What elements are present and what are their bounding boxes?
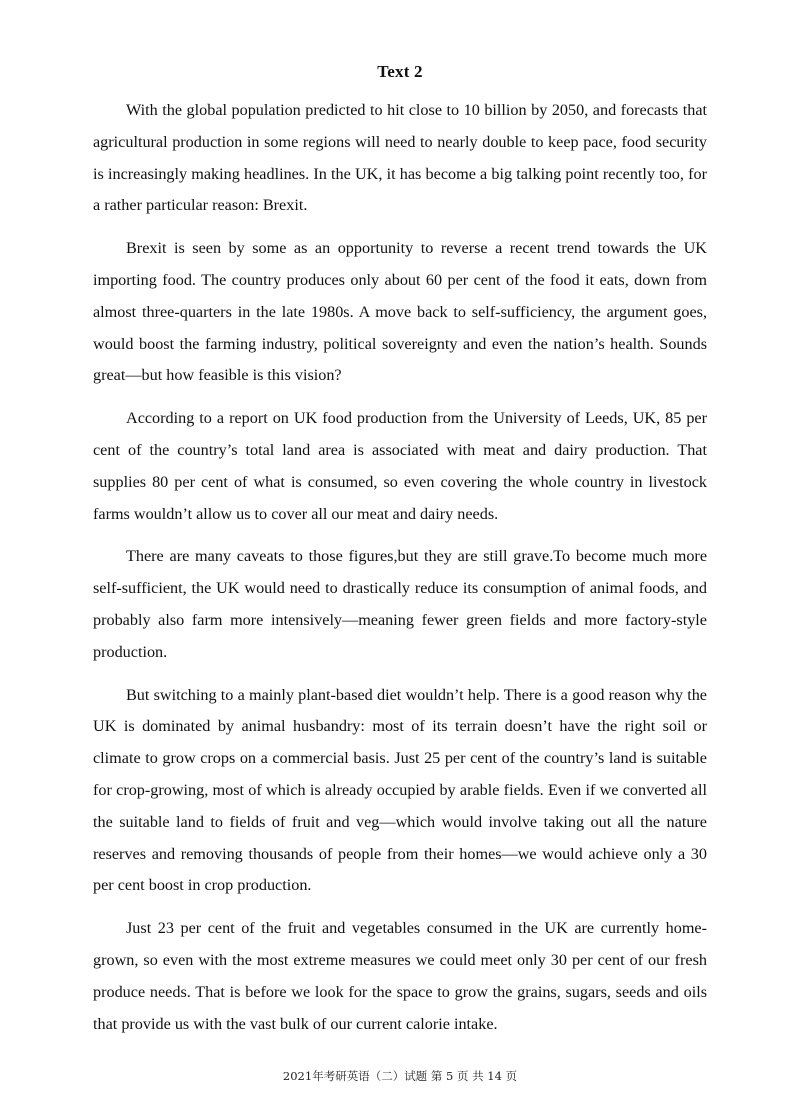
- paragraph-6: Just 23 per cent of the fruit and vegetables consumed in the UK are currently home-grown, so even with the most extreme measures we could meet only 30 per cent of our fresh produce needs. That is before we look for the space to grow the grains, sugars, seeds and oils that provide us with the vast bulk of our current calorie intake.: [93, 919, 707, 1033]
- paragraph-3: According to a report on UK food production from the University of Leeds, UK, 85 per cent of the country’s total land area is associated with meat and dairy production. That supplies 80 per cent of what is consumed, so even covering the whole country in livestock farms wouldn’t allow us to cover all our meat and dairy needs.: [93, 409, 707, 523]
- passage-body: [93, 95, 707, 1051]
- paragraph-1: With the global population predicted to hit close to 10 billion by 2050, and forecasts that agricultural production in some regions will need to nearly double to keep pace, food security is increasingly making headlines. In the UK, it has become a big talking point recently too, for a rather particular reason: Brexit.: [93, 101, 707, 215]
- page-footer: 2021年考研英语（二）试题 第 5 页 共 14 页: [282, 1069, 518, 1083]
- paragraph-5: But switching to a mainly plant-based diet wouldn’t help. There is a good reason why the UK is dominated by animal husbandry: most of its terrain doesn’t have the right soil or climate to grow crops on a commercial basis. Just 25 per cent of the country’s land is suitable for crop-growing, most of which is already occupied by arable fields. Even if we converted all the suitable land to fields of fruit and veg—which would involve taking out all the nature reserves and removing thousands of people from their homes—we would achieve only a 30 per cent boost in crop production.: [93, 685, 707, 895]
- paragraph-2: Brexit is seen by some as an opportunity to reverse a recent trend towards the UK importing food. The country produces only about 60 per cent of the food it eats, down from almost three-quarters in the late 1980s. A move back to self-sufficiency, the argument goes, would boost the farming industry, political sovereignty and even the nation’s health. Sounds great—but how feasible is this vision?: [93, 239, 707, 385]
- paragraph-4: There are many caveats to those figures,but they are still grave.To become much more self-sufficient, the UK would need to drastically reduce its consumption of animal foods, and probably also farm more intensively—meaning fewer green fields and more factory-style production.: [93, 547, 707, 661]
- text-title: Text 2: [377, 62, 423, 81]
